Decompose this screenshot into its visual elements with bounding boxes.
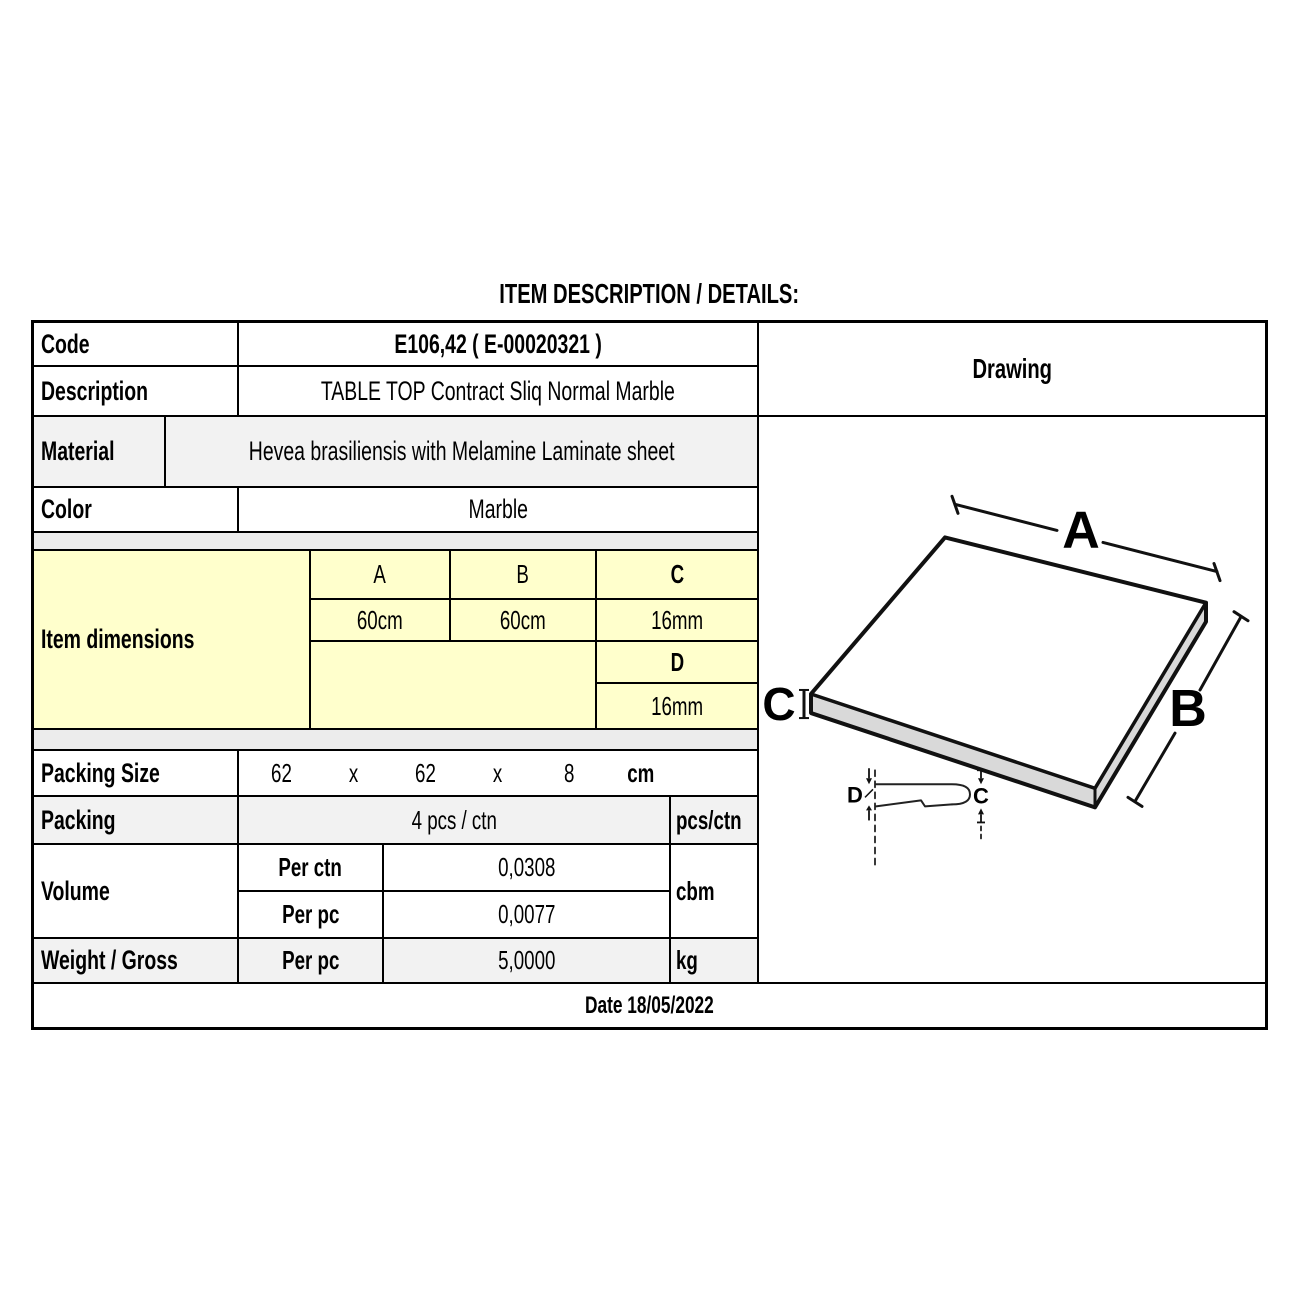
volume-per-pc-value: 0,0077	[497, 899, 556, 929]
code-label: Code	[41, 328, 90, 359]
color-row	[34, 488, 757, 533]
volume-per-ctn-name: Per ctn	[278, 852, 343, 882]
item-dimensions-label: Item dimensions	[41, 624, 195, 654]
packing-unit-cell	[669, 797, 757, 843]
table-top-drawing	[759, 417, 1265, 982]
dim-d-header: D	[670, 646, 684, 677]
volume-unit: cbm	[676, 875, 715, 906]
packing-size-x1: x	[348, 757, 358, 788]
packing-size-unit-box	[605, 758, 677, 789]
packing-unit: pcs/ctn	[676, 804, 742, 835]
dim-a-value: 60cm	[357, 604, 403, 635]
page-title	[31, 279, 1268, 309]
profile-c-label: C	[973, 783, 989, 809]
dim-c-header-cell	[597, 551, 757, 598]
dim-c-value-cell	[597, 600, 757, 640]
material-label-cell	[34, 417, 166, 486]
color-label: Color	[41, 494, 92, 524]
spacer-row	[34, 730, 757, 751]
color-value: Marble	[468, 494, 528, 524]
material-value: Hevea brasiliensis with Melamine Laminate sheet	[248, 436, 675, 466]
code-label-cell	[34, 323, 239, 365]
packing-size-label-cell	[34, 751, 239, 795]
weight-value: 5,0000	[497, 945, 556, 975]
code-value-cell	[239, 323, 757, 365]
edge-profile-sketch	[875, 770, 981, 866]
spec-table	[31, 320, 1268, 1030]
item-dimensions-label-cell	[34, 551, 311, 728]
packing-size-value-cell	[239, 751, 757, 795]
date-text: Date 18/05/2022	[585, 991, 714, 1019]
dim-a-value-cell	[311, 600, 451, 640]
dimension-value-row	[311, 600, 757, 642]
slab-top-face	[811, 537, 1206, 788]
packing-size-separator	[317, 758, 389, 789]
packing-size-length: 62	[270, 757, 292, 788]
drawing-panel	[759, 323, 1265, 982]
volume-section	[34, 845, 757, 939]
dimension-header-row	[311, 551, 757, 600]
weight-unit-cell	[669, 939, 757, 982]
spec-table-body	[34, 323, 1265, 984]
dim-d-column	[597, 642, 757, 728]
packing-size-unit: cm	[627, 757, 655, 788]
description-value: TABLE TOP Contract Sliq Normal Marble	[320, 375, 676, 406]
drawing-title: Drawing	[972, 353, 1052, 384]
packing-value: 4 pcs / ctn	[411, 804, 497, 835]
dim-a-header-cell	[311, 551, 451, 598]
packing-size-row	[34, 751, 757, 797]
description-row	[34, 367, 757, 417]
dim-a-header: A	[373, 559, 387, 589]
volume-per-ctn-value-cell	[384, 845, 669, 890]
packing-size-part	[245, 758, 317, 789]
volume-per-pc-row	[239, 892, 669, 937]
dim-d-header-cell	[597, 642, 757, 684]
packing-size-x2: x	[492, 757, 502, 788]
dim-c-header: C	[670, 559, 684, 589]
description-value-cell	[239, 367, 757, 415]
volume-label-cell	[34, 845, 239, 937]
dim-d-value: 16mm	[650, 690, 704, 721]
color-label-cell	[34, 488, 239, 531]
code-value: E106,42 ( E-00020321 )	[394, 328, 602, 359]
volume-label: Volume	[41, 875, 110, 906]
weight-unit: kg	[676, 945, 698, 975]
thickness-c-marker	[799, 690, 809, 718]
volume-per-pc-name: Per pc	[281, 899, 340, 929]
packing-size-label: Packing Size	[41, 757, 160, 788]
dimension-c-label: C	[762, 677, 796, 731]
material-value-cell	[166, 417, 757, 486]
profile-d-arrows	[865, 768, 873, 820]
weight-label: Weight / Gross	[41, 945, 178, 975]
dim-b-value: 60cm	[500, 604, 546, 635]
volume-rows	[239, 845, 669, 937]
packing-size-part	[389, 758, 461, 789]
weight-label-cell	[34, 939, 239, 982]
description-label: Description	[41, 375, 148, 406]
volume-per-ctn-name-cell	[239, 845, 384, 890]
dimension-a-label: A	[1062, 501, 1100, 560]
packing-label: Packing	[41, 804, 116, 835]
dim-b-header-cell	[451, 551, 597, 598]
packing-size-height: 8	[563, 757, 575, 788]
weight-name-cell	[239, 939, 384, 982]
drawing-canvas	[759, 417, 1265, 982]
packing-row	[34, 797, 757, 845]
spacer-row	[34, 533, 757, 551]
dim-b-value-cell	[451, 600, 597, 640]
volume-per-pc-name-cell	[239, 892, 384, 937]
date-row	[34, 984, 1265, 1027]
dimension-b-label: B	[1169, 680, 1207, 739]
dimension-empty-cell	[311, 642, 597, 728]
item-dimensions-grid	[311, 551, 757, 728]
packing-label-cell	[34, 797, 239, 843]
packing-size-part	[533, 758, 605, 789]
packing-value-cell	[239, 797, 669, 843]
weight-row	[34, 939, 757, 982]
dim-d-value-cell	[597, 684, 757, 728]
volume-unit-cell	[669, 845, 757, 937]
weight-name: Per pc	[281, 945, 340, 975]
dim-c-value: 16mm	[650, 604, 704, 635]
material-label: Material	[41, 436, 115, 466]
page-title-text: ITEM DESCRIPTION / DETAILS:	[499, 278, 800, 309]
description-label-cell	[34, 367, 239, 415]
packing-size-width: 62	[414, 757, 436, 788]
volume-per-ctn-value: 0,0308	[497, 852, 556, 882]
dim-b-header: B	[516, 559, 530, 589]
item-dimensions-section	[34, 551, 757, 730]
code-row	[34, 323, 757, 367]
profile-d-label: D	[847, 782, 863, 808]
volume-per-ctn-row	[239, 845, 669, 892]
dimension-extra-row	[311, 642, 757, 728]
volume-per-pc-value-cell	[384, 892, 669, 937]
weight-value-cell	[384, 939, 669, 982]
drawing-title-cell	[759, 323, 1265, 417]
material-row	[34, 417, 757, 488]
color-value-cell	[239, 488, 757, 531]
packing-size-separator	[461, 758, 533, 789]
spec-left-pane	[34, 323, 759, 982]
